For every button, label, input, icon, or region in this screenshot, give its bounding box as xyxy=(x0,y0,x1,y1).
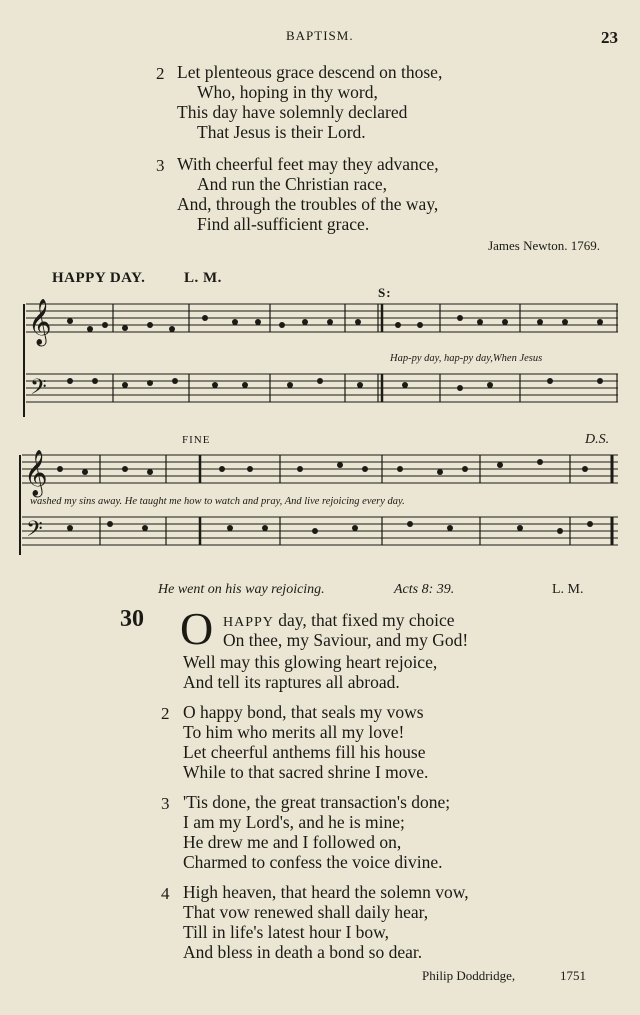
verse-line: I am my Lord's, and he is mine; xyxy=(183,812,405,832)
verse-line: Charmed to confess the voice divine. xyxy=(183,852,443,872)
page-number: 23 xyxy=(601,28,618,47)
tune-meter: L. M. xyxy=(184,270,222,286)
svg-text:𝄞: 𝄞 xyxy=(24,450,48,496)
verse-line: And run the Christian race, xyxy=(197,174,388,194)
verse-line: And, through the troubles of the way, xyxy=(177,194,439,214)
bass-clef-icon: 𝄢 xyxy=(30,375,47,405)
stanza-number: 3 xyxy=(156,156,165,175)
verse-line: High heaven, that heard the solemn vow, xyxy=(183,882,469,902)
stanza-number: 2 xyxy=(161,704,170,723)
verse-line: To him who merits all my love! xyxy=(183,722,405,742)
verse-line: Till in life's latest hour I bow, xyxy=(183,922,390,942)
author: Philip Doddridge, xyxy=(422,968,516,983)
fine-marking: FINE xyxy=(182,434,211,446)
verse-line: Well may this glowing heart rejoice, xyxy=(183,652,438,672)
verse-line: He drew me and I followed on, xyxy=(183,832,402,852)
verse-line: Who, hoping in thy word, xyxy=(197,82,378,102)
ds-marking: D.S. xyxy=(585,432,610,447)
verse-line: On thee, my Saviour, and my God! xyxy=(223,630,469,650)
year: 1751 xyxy=(560,968,586,983)
meter: L. M. xyxy=(552,582,584,597)
verse-line: With cheerful feet may they advance, xyxy=(177,154,439,174)
lyric-line: washed my sins away. He taught me how to watch and pray, And live rejoicing every day. xyxy=(30,496,405,507)
stanza-number: 4 xyxy=(161,884,170,903)
drop-cap: O xyxy=(180,603,214,654)
verse-line: That Jesus is their Lord. xyxy=(197,122,366,142)
verse-line: Find all-sufficient grace. xyxy=(197,214,370,234)
verse-line: 'Tis done, the great transaction's done; xyxy=(183,792,451,812)
verse-line: Let plenteous grace descend on those, xyxy=(177,62,443,82)
verse-line: And bless in death a bond so dear. xyxy=(183,942,423,962)
staff-treble-1 xyxy=(26,304,618,332)
verse-line: That vow renewed shall daily hear, xyxy=(183,902,429,922)
music-score xyxy=(0,285,640,560)
stanza-number: 3 xyxy=(161,794,170,813)
segno: S: xyxy=(378,285,392,300)
verse-line: HAPPY day, that fixed my choice xyxy=(223,610,455,630)
svg-text:𝄢: 𝄢 xyxy=(26,517,43,547)
scripture-reference: Acts 8: 39. xyxy=(394,582,455,597)
verse-line: While to that sacred shrine I move. xyxy=(183,762,429,782)
running-header: BAPTISM. xyxy=(286,28,354,43)
treble-clef-icon: 𝄞 xyxy=(28,299,52,345)
scripture-caption: He went on his way rejoicing. xyxy=(158,582,325,597)
stanza-number: 2 xyxy=(156,64,165,83)
attribution: James Newton. 1769. xyxy=(488,238,600,253)
hymn-number: 30 xyxy=(120,606,144,632)
lyric-line: Hap-py day, hap-py day,When Jesus xyxy=(390,353,543,364)
verse-line: Let cheerful anthems fill his house xyxy=(183,742,426,762)
verse-line: This day have solemnly declared xyxy=(177,102,408,122)
verse-line: And tell its raptures all abroad. xyxy=(183,672,400,692)
verse-line: O happy bond, that seals my vows xyxy=(183,702,424,722)
tune-name: HAPPY DAY. xyxy=(52,270,146,286)
